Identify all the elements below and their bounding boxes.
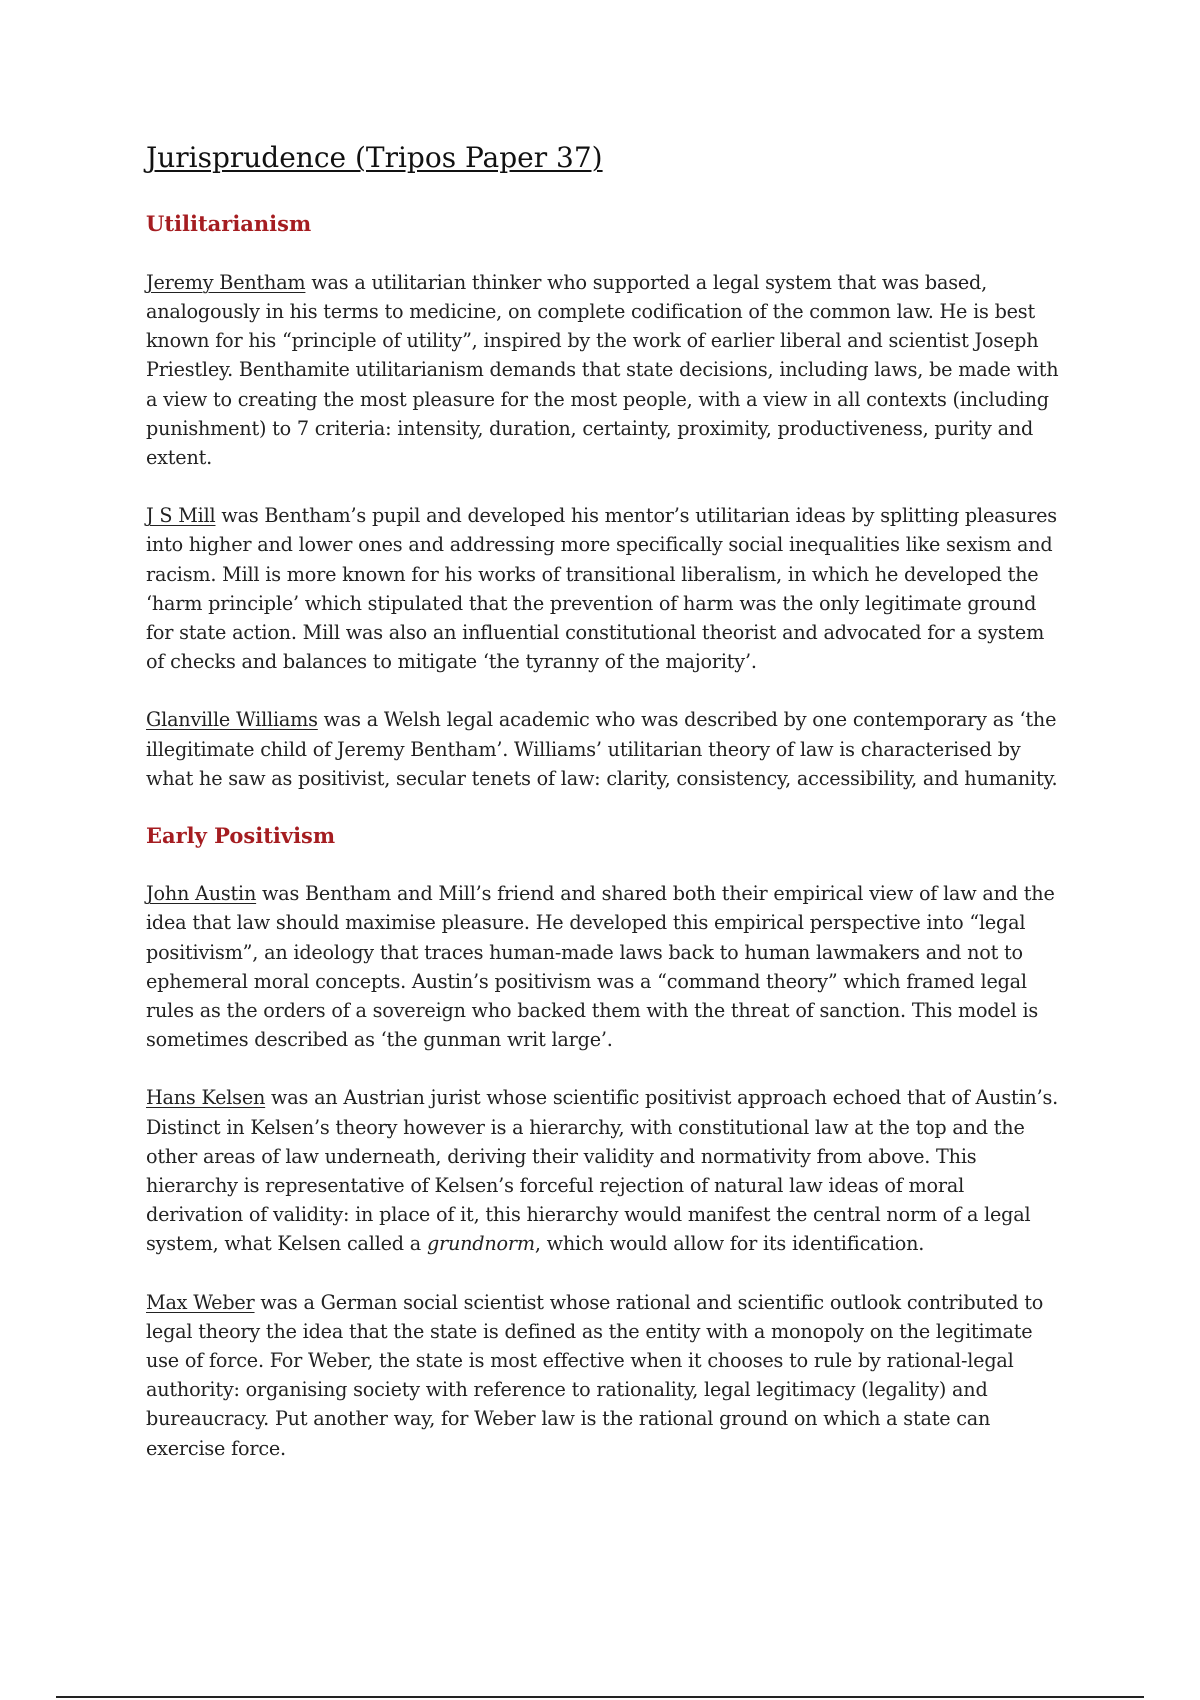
paragraph-text: was Bentham’s pupil and developed his mentor’s utilitarian ideas by splitting pleasures into higher and lower ones and addressing more specifically social inequalities like sexism and racism. Mill is more known for his works of transitional liberalism, in which he developed the ‘harm principle’ which stipulated that the prevention of harm was the only legitimate ground for state action. Mill was also an influential constitutional theorist and advocated for a system of checks and balances to mitigate ‘the tyranny of the majority’. xyxy=(146,504,1057,674)
paragraph-text: was an Austrian jurist whose scientific positivist approach echoed that of Austin’s. Distinct in Kelsen’s theory however is a hierarchy, with constitutional law at the top and the other areas of law underneath, deriving their validity and normativity from above. This hierarchy is representative of Kelsen’s forceful rejection of natural law ideas of moral derivation of validity: in place of it, this hierarchy would manifest the central norm of a legal system, what Kelsen called a xyxy=(146,1086,1059,1256)
paragraph-williams xyxy=(146,705,1066,793)
section-heading-early-positivism: Early Positivism xyxy=(146,822,336,848)
name-link-kelsen: Hans Kelsen xyxy=(146,1086,266,1110)
document-page xyxy=(146,140,1066,1463)
paragraph-weber xyxy=(146,1288,1066,1463)
name-link-weber: Max Weber xyxy=(146,1290,255,1314)
paragraph-mill xyxy=(146,501,1066,676)
section-heading-utilitarianism: Utilitarianism xyxy=(146,211,312,237)
page-title: Jurisprudence (Tripos Paper 37) xyxy=(146,141,603,174)
grundnorm-term: grundnorm xyxy=(426,1232,535,1256)
footer-divider xyxy=(56,1696,1144,1698)
paragraph-kelsen xyxy=(146,1083,1066,1258)
name-link-mill: J S Mill xyxy=(146,504,216,528)
paragraph-text: was a German social scientist whose rational and scientific outlook contributed to legal theory the idea that the state is defined as the entity with a monopoly on the legitimate use of force. For Weber, the state is most effective when it chooses to rule by rational-legal authority: organising society with reference to rationality, legal legitimacy (legality) and bureaucracy. Put another way, for Weber law is the rational ground on which a state can exercise force. xyxy=(146,1290,1044,1460)
name-link-bentham: Jeremy Bentham xyxy=(146,270,306,294)
paragraph-austin xyxy=(146,879,1066,1054)
name-link-williams: Glanville Williams xyxy=(146,708,318,732)
paragraph-text: was Bentham and Mill’s friend and shared both their empirical view of law and the idea that law should maximise pleasure. He developed this empirical perspective into “legal positivism”, an ideology that traces human-made laws back to human lawmakers and not to ephemeral moral concepts. Austin’s positivism was a “command theory” which framed legal rules as the orders of a sovereign who backed them with the threat of sanction. This model is sometimes described as ‘the gunman writ large’. xyxy=(146,882,1055,1052)
paragraph-text: was a Welsh legal academic who was described by one contemporary as ‘the illegitimate child of Jeremy Bentham’. Williams’ utilitarian theory of law is characterised by what he saw as positivist, secular tenets of law: clarity, consistency, accessibility, and humanity. xyxy=(146,708,1058,790)
paragraph-text-after: , which would allow for its identification. xyxy=(534,1232,925,1256)
name-link-austin: John Austin xyxy=(146,882,257,906)
paragraph-text: was a utilitarian thinker who supported a legal system that was based, analogously in his terms to medicine, on complete codification of the common law. He is best known for his “principle of utility”, inspired by the work of earlier liberal and scientist Joseph Priestley. Benthamite utilitarianism demands that state decisions, including laws, be made with a view to creating the most pleasure for the most people, with a view in all contexts (including punishment) to 7 criteria: intensity, duration, certainty, proximity, productiveness, purity and extent. xyxy=(146,270,1059,469)
paragraph-bentham xyxy=(146,268,1066,472)
